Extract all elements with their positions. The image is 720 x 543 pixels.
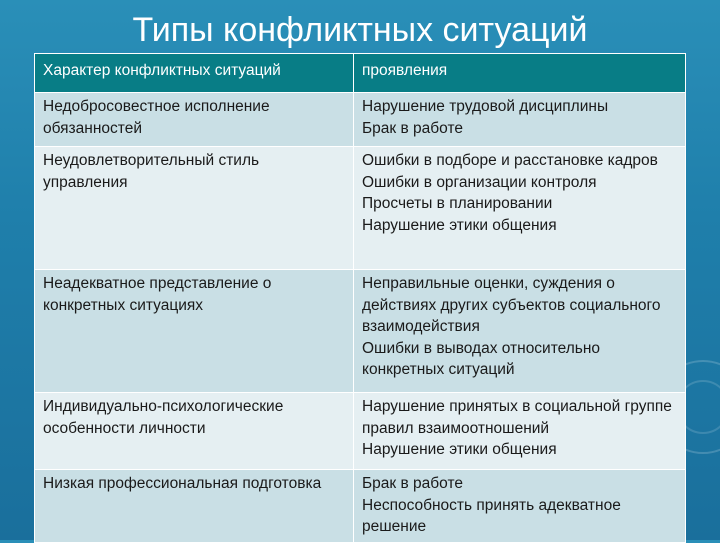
conflict-type-cell: Недобросовестное исполнение обязанностей: [35, 93, 354, 147]
table-header-row: [35, 54, 686, 93]
table-row: [35, 393, 686, 470]
table-row: [35, 270, 686, 393]
manifestations-cell: [354, 393, 686, 470]
manifestation-item: Ошибки в выводах относительно конкретных ситуаций: [362, 339, 601, 378]
manifestation-item: Неспособность принять адекватное решение: [362, 496, 621, 535]
manifestation-item: Нарушение этики общения: [362, 441, 557, 458]
manifestation-item: Нарушение трудовой дисциплины: [362, 98, 609, 115]
conflict-type-cell: Неудовлетворительный стиль управления: [35, 147, 354, 270]
table-row: [35, 470, 686, 543]
conflict-type-cell: Неадекватное представление о конкретных ситуациях: [35, 270, 354, 393]
manifestations-cell: [354, 93, 686, 147]
manifestation-item: Брак в работе: [362, 119, 463, 137]
manifestation-item: Нарушение принятых в социальной группе правил взаимоотношений: [362, 398, 672, 437]
slide-title: Типы конфликтных ситуаций: [132, 11, 588, 49]
manifestation-item: Просчеты в планировании: [362, 195, 553, 212]
conflict-type-cell: Низкая профессиональная подготовка: [35, 470, 354, 543]
header-manifestations: проявления: [354, 54, 686, 93]
table-row: [35, 93, 686, 147]
manifestations-cell: [354, 147, 686, 270]
header-conflict-type: Характер конфликтных ситуаций: [35, 54, 354, 93]
conflict-types-table: [34, 53, 686, 543]
conflict-type-cell: Индивидуально-психологические особенности личности: [35, 393, 354, 470]
manifestation-item: Брак в работе: [362, 475, 463, 492]
manifestation-item: Ошибки в подборе и расстановке кадров: [362, 152, 658, 169]
manifestation-item: Нарушение этики общения: [362, 216, 557, 234]
manifestation-item: Ошибки в организации контроля: [362, 173, 597, 191]
table-row: [35, 147, 686, 270]
manifestations-cell: [354, 270, 686, 393]
manifestation-item: Неправильные оценки, суждения о действиях других субъектов социального взаимодействия: [362, 275, 661, 335]
manifestations-cell: [354, 470, 686, 543]
